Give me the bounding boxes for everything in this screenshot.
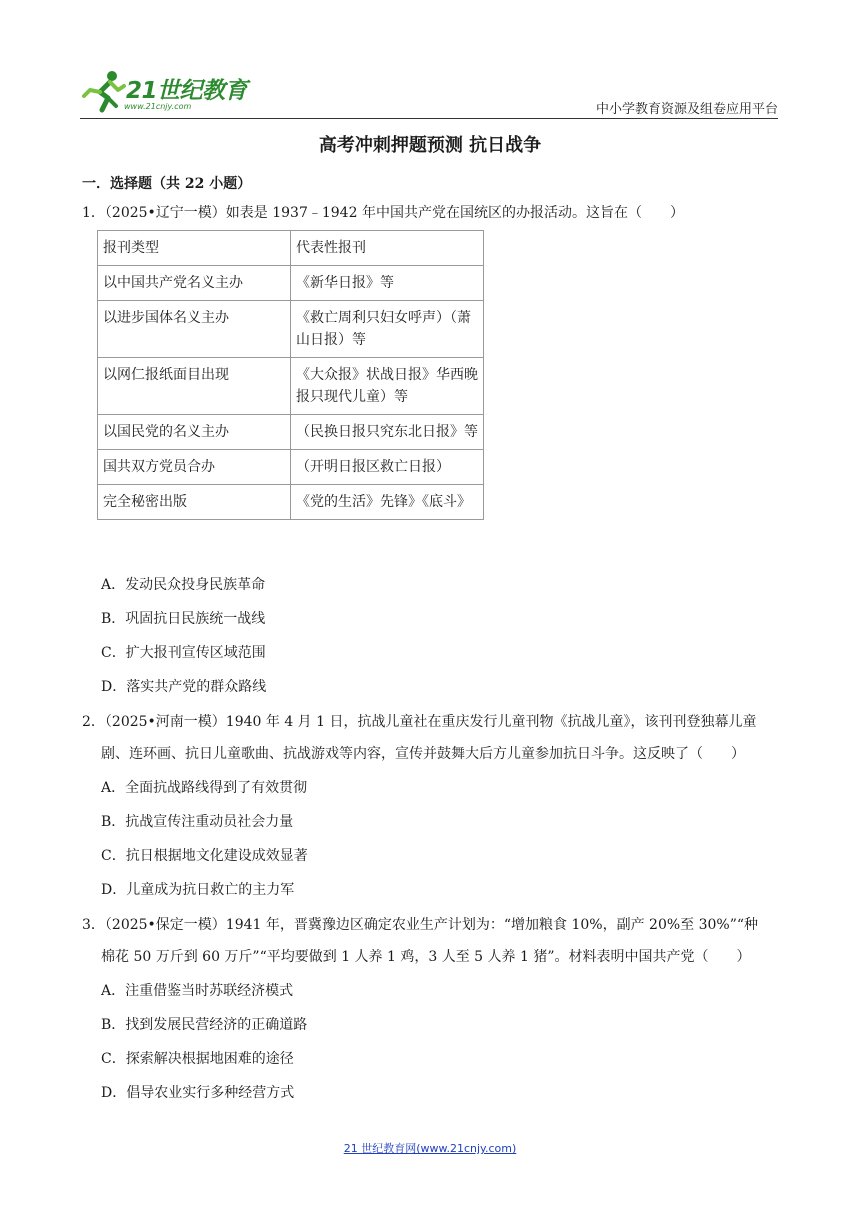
table-cell: 《党的生活》先锋》《底斗》 — [291, 485, 484, 520]
page-header — [80, 62, 778, 118]
table-cell: 《新华日报》等 — [291, 266, 484, 301]
question-3-stem-line-1: 3．（2025•保定一模）1941 年，晋冀豫边区确定农业生产计划为：“增加粮食 10%，副产 20%至 30%”“种 — [82, 917, 759, 933]
section-heading: 一．选择题（共 22 小题） — [82, 176, 252, 192]
table-row — [98, 415, 484, 450]
table-header-papers: 代表性报刊 — [291, 231, 484, 266]
table-row — [98, 485, 484, 520]
cell-line: 山日报）等 — [296, 332, 366, 348]
table-row — [98, 301, 484, 358]
logo-text: 21世纪教育 — [126, 78, 248, 104]
page-title: 高考冲刺押题预测 抗日战争 — [318, 135, 542, 156]
q3-option-d[interactable]: D．倡导农业实行多种经营方式 — [101, 1085, 295, 1101]
q3-option-c[interactable]: C．探索解决根据地困难的途径 — [101, 1051, 294, 1067]
q1-option-a[interactable]: A．发动民众投身民族革命 — [101, 577, 266, 593]
q1-option-c[interactable]: C．扩大报刊宣传区域范围 — [101, 645, 266, 661]
table-header-row — [98, 231, 484, 266]
table-header-type: 报刊类型 — [98, 231, 291, 266]
table-cell: 以进步国体名义主办 — [98, 301, 291, 358]
table-row — [98, 450, 484, 485]
table-cell: 以中国共产党名义主办 — [98, 266, 291, 301]
table-row — [98, 358, 484, 415]
cell-line: 《救亡周利只妇女呼声）（萧 — [296, 310, 471, 326]
q2-option-b[interactable]: B．抗战宣传注重动员社会力量 — [101, 814, 294, 830]
question-3-stem-line-2: 棉花 50 万斤到 60 万斤”“平均要做到 1 人养 1 鸡，3 人至 5 人养 1 猪”。材料表明中国共产党（ ） — [101, 949, 751, 965]
question-2-stem-line-1: 2．（2025•河南一模）1940 年 4 月 1 日，抗战儿童社在重庆发行儿童刊物《抗战儿童》，该刊刊登独幕儿童 — [82, 714, 757, 730]
table-cell — [291, 301, 484, 358]
q2-option-c[interactable]: C．抗日根据地文化建设成效显著 — [101, 848, 308, 864]
q3-option-a[interactable]: A．注重借鉴当时苏联经济模式 — [101, 983, 294, 999]
q2-option-a[interactable]: A．全面抗战路线得到了有效贯彻 — [101, 780, 308, 796]
q3-option-b[interactable]: B．找到发展民营经济的正确道路 — [101, 1017, 308, 1033]
table-cell: 完全秘密出版 — [98, 485, 291, 520]
platform-label: 中小学教育资源及组卷应用平台 — [595, 102, 778, 117]
table-cell: 以网仁报纸面目出现 — [98, 358, 291, 415]
table-cell: 以国民党的名义主办 — [98, 415, 291, 450]
cell-line: 报只现代儿童）等 — [296, 389, 408, 405]
logo-url: www.21cnjy.com — [124, 102, 192, 111]
question-2-stem-line-2: 剧、连环画、抗日儿童歌曲、抗战游戏等内容，宣传并鼓舞大后方儿童参加抗日斗争。这反映了（ ） — [101, 746, 745, 762]
question-1-table — [97, 230, 484, 520]
table-cell: 国共双方党员合办 — [98, 450, 291, 485]
q1-option-b[interactable]: B．巩固抗日民族统一战线 — [101, 611, 266, 627]
question-1-stem: 1．（2025•辽宁一模）如表是 1937﹣1942 年中国共产党在国统区的办报活动。这旨在（ ） — [82, 205, 684, 221]
cell-line: 《大众报》状战日报》华西晚 — [296, 367, 478, 383]
q1-option-d[interactable]: D．落实共产党的群众路线 — [101, 679, 267, 695]
running-man-icon — [80, 68, 126, 114]
table-cell: （民换日报只究东北日报》等 — [291, 415, 484, 450]
logo — [80, 66, 270, 116]
header-divider — [80, 118, 778, 119]
table-cell: （开明日报区救亡日报） — [291, 450, 484, 485]
table-row — [98, 266, 484, 301]
table-cell — [291, 358, 484, 415]
footer-link[interactable]: 21 世纪教育网(www.21cnjy.com) — [343, 1142, 517, 1155]
q2-option-d[interactable]: D．儿童成为抗日救亡的主力军 — [101, 882, 295, 898]
